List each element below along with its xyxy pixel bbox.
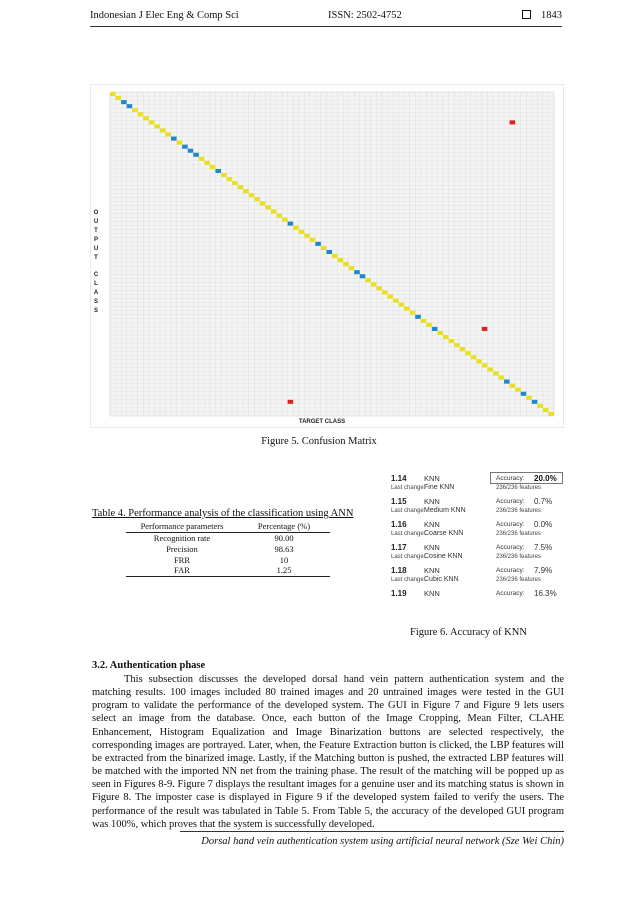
diagonal-cell	[299, 230, 305, 234]
diagonal-cell	[476, 359, 482, 363]
diagonal-cell	[282, 218, 288, 222]
diagonal-cell	[426, 323, 432, 327]
page-number: 1843	[541, 10, 562, 21]
diagonal-cell	[532, 400, 538, 404]
diagonal-cell	[548, 412, 554, 416]
table-row	[126, 544, 330, 555]
figure5-caption: Figure 5. Confusion Matrix	[261, 436, 377, 447]
accuracy-label: Accuracy:	[496, 498, 525, 505]
model-row-1-16[interactable]	[388, 518, 565, 540]
diagonal-cell	[215, 169, 221, 173]
model-id: 1.15	[391, 497, 407, 506]
diagonal-cell	[471, 355, 477, 359]
diagonal-cell	[149, 120, 155, 124]
diagonal-cell	[415, 315, 421, 319]
last-change-label: Last change:	[391, 531, 426, 537]
confusion-matrix-figure	[90, 84, 564, 428]
diagonal-cell	[487, 367, 493, 371]
accuracy-label: Accuracy:	[496, 590, 525, 597]
last-change-label: Last change:	[391, 554, 426, 560]
output-class-letter: U	[93, 219, 99, 225]
model-row-1-17[interactable]	[388, 541, 565, 563]
diagonal-cell	[404, 307, 410, 311]
diagonal-cell	[388, 295, 394, 299]
output-class-letter: S	[93, 308, 99, 314]
diagonal-cell	[443, 335, 449, 339]
model-id: 1.14	[391, 474, 407, 483]
model-row-1-14[interactable]	[388, 472, 565, 494]
error-cell	[288, 400, 294, 404]
diagonal-cell	[182, 145, 188, 149]
diagonal-cell	[371, 282, 377, 286]
output-class-letter: P	[93, 237, 99, 243]
model-name: KNN	[424, 520, 440, 529]
diagonal-cell	[465, 351, 471, 355]
diagonal-cell	[432, 327, 438, 331]
diagonal-cell	[537, 404, 543, 408]
model-row-1-19[interactable]	[388, 587, 565, 609]
diagonal-cell	[304, 234, 310, 238]
diagonal-cell	[271, 209, 277, 213]
diagonal-cell	[399, 303, 405, 307]
model-name: KNN	[424, 589, 440, 598]
output-class-letter: U	[93, 246, 99, 252]
error-cell	[510, 120, 516, 124]
accuracy-value: 7.5%	[534, 543, 553, 552]
last-change-label: Last change:	[391, 485, 426, 491]
model-name: KNN	[424, 474, 440, 483]
last-change-value: Cosine KNN	[424, 553, 463, 560]
diagonal-cell	[166, 133, 172, 137]
table-row	[126, 533, 330, 544]
diagonal-cell	[293, 226, 299, 230]
output-class-letter: T	[94, 255, 98, 261]
diagonal-cell	[260, 201, 266, 205]
diagonal-cell	[132, 108, 138, 112]
table-header: Percentage (%)	[238, 521, 330, 533]
diagonal-cell	[238, 185, 244, 189]
features-count: 236/236 features	[496, 485, 542, 491]
diagonal-cell	[349, 266, 355, 270]
last-change-label: Last change:	[391, 508, 426, 514]
diagonal-cell	[160, 128, 166, 132]
model-name: KNN	[424, 543, 440, 552]
performance-table	[126, 521, 330, 577]
last-change-value: Fine KNN	[424, 484, 455, 491]
diagonal-cell	[171, 137, 177, 141]
diagonal-cell	[221, 173, 227, 177]
diagonal-cell	[127, 104, 133, 108]
diagonal-cell	[154, 124, 160, 128]
diagonal-cell	[460, 347, 466, 351]
diagonal-cell	[360, 274, 366, 278]
diagonal-cell	[454, 343, 460, 347]
features-count: 236/236 features	[496, 554, 542, 560]
diagonal-cell	[504, 380, 510, 384]
table-row	[126, 555, 330, 566]
table-cell: Precision	[166, 543, 198, 554]
page-footer: Dorsal hand vein authentication system using artificial neural network (Sze Wei Chin)	[180, 831, 564, 847]
table-cell: Recognition rate	[153, 533, 211, 543]
model-id: 1.16	[391, 520, 407, 529]
diagonal-cell	[249, 193, 255, 197]
diagonal-cell	[543, 408, 549, 412]
features-count: 236/236 features	[496, 508, 542, 514]
diagonal-cell	[332, 254, 338, 258]
accuracy-label: Accuracy:	[496, 521, 525, 528]
diagonal-cell	[338, 258, 344, 262]
diagonal-cell	[116, 96, 122, 100]
diagonal-cell	[521, 392, 527, 396]
section-title: 3.2. Authentication phase	[92, 660, 206, 671]
diagonal-cell	[393, 299, 399, 303]
checkbox-icon	[522, 10, 531, 19]
diagonal-cell	[382, 290, 388, 294]
table-cell: 90.00	[274, 533, 294, 543]
diagonal-cell	[143, 116, 149, 120]
output-class-letter: A	[93, 290, 99, 296]
features-count: 236/236 features	[496, 531, 542, 537]
diagonal-cell	[421, 319, 427, 323]
issn: ISSN: 2502-4752	[328, 10, 402, 21]
diagonal-cell	[277, 214, 283, 218]
output-class-letter: O	[93, 210, 99, 216]
diagonal-cell	[199, 157, 205, 161]
diagonal-cell	[493, 371, 499, 375]
error-cell	[482, 327, 488, 331]
table-row	[126, 565, 330, 576]
accuracy-label: Accuracy:	[496, 475, 525, 482]
diagonal-cell	[227, 177, 233, 181]
page-header	[90, 6, 562, 27]
model-row-1-18[interactable]	[388, 564, 565, 586]
diagonal-cell	[326, 250, 332, 254]
table-cell: FRR	[173, 554, 191, 565]
page-number-wrap	[522, 10, 562, 21]
diagonal-cell	[210, 165, 216, 169]
table-header: Performance parameters	[126, 521, 238, 533]
diagonal-cell	[410, 311, 416, 315]
target-class-label: TARGET CLASS	[298, 419, 346, 425]
table-header-row	[126, 521, 330, 533]
section-paragraph: This subsection discusses the developed dorsal hand vein pattern authentication system and the matching results. 100 images included 80 trained images and 20 untrained images were tested in the GUI program to validate the performance of the developed system. The GUI in Figure 7 and Figure 9 lets users select an image from the database. Once, each button of the Image Cropping, Mean Filter, CLAHE Enhancement, Histogram Equalization and Image Binarization buttons are selected respectively, the corresponding images are portrayed. Later, when, the Feature Extraction button is clicked, the LBP features will be extracted from the binarized image. Lastly, if the Matching button is pushed, the extracted LBP features will be matched with the imported NN net from the training phase. The result of the matching will be popped up as seen in Figures 8-9. Figure 7 displays the resultant images for a genuine user and its matching status is shown in Figure 8. The imposter case is displayed in Figure 9 if the developed system failed to verify the users. The performance of the result was tabulated in Table 5. From Table 5, the accuracy of the developed GUI program was 100%, which proves that the system is successfully developed.	[92, 674, 564, 830]
figure6-caption: Figure 6. Accuracy of KNN	[410, 627, 527, 638]
diagonal-cell	[204, 161, 210, 165]
model-id: 1.19	[391, 589, 407, 598]
diagonal-cell	[138, 112, 144, 116]
diagonal-cell	[265, 205, 271, 209]
confusion-matrix-grid	[110, 92, 554, 416]
table-cell: 1.25	[238, 565, 330, 576]
accuracy-value: 7.9%	[534, 566, 553, 575]
accuracy-label: Accuracy:	[496, 567, 525, 574]
model-row-1-15[interactable]	[388, 495, 565, 517]
diagonal-cell	[254, 197, 260, 201]
diagonal-cell	[243, 189, 249, 193]
last-change-value: Coarse KNN	[424, 530, 464, 537]
diagonal-cell	[365, 278, 371, 282]
accuracy-value: 20.0%	[534, 474, 557, 483]
journal-name: Indonesian J Elec Eng & Comp Sci	[90, 10, 239, 21]
accuracy-value: 16.3%	[534, 589, 557, 598]
accuracy-value: 0.7%	[534, 497, 553, 506]
diagonal-cell	[437, 331, 443, 335]
diagonal-cell	[188, 149, 194, 153]
table-cell: FAR	[126, 565, 238, 576]
output-class-letter: T	[94, 228, 98, 234]
diagonal-cell	[376, 286, 382, 290]
model-name: KNN	[424, 497, 440, 506]
output-class-letter: L	[94, 281, 98, 287]
diagonal-cell	[449, 339, 455, 343]
diagonal-cell	[343, 262, 349, 266]
diagonal-cell	[526, 396, 532, 400]
diagonal-cell	[193, 153, 199, 157]
table-cell: 98.63	[274, 543, 294, 554]
diagonal-cell	[121, 100, 127, 104]
diagonal-cell	[232, 181, 238, 185]
output-class-letter: C	[93, 272, 99, 278]
diagonal-cell	[482, 363, 488, 367]
features-count: 236/236 features	[496, 577, 542, 583]
last-change-value: Medium KNN	[424, 507, 466, 514]
last-change-value: Cubic KNN	[424, 576, 459, 583]
accuracy-value: 0.0%	[534, 520, 553, 529]
diagonal-cell	[515, 388, 521, 392]
model-name: KNN	[424, 566, 440, 575]
diagonal-cell	[288, 222, 294, 226]
diagonal-cell	[510, 384, 516, 388]
accuracy-label: Accuracy:	[496, 544, 525, 551]
knn-accuracy-panel	[388, 472, 565, 612]
diagonal-cell	[354, 270, 360, 274]
diagonal-cell	[315, 242, 321, 246]
diagonal-cell	[177, 141, 183, 145]
diagonal-cell	[310, 238, 316, 242]
last-change-label: Last change:	[391, 577, 426, 583]
table-cell: 10	[279, 554, 289, 565]
model-id: 1.18	[391, 566, 407, 575]
output-class-letter: S	[93, 299, 99, 305]
diagonal-cell	[110, 92, 116, 96]
table4-caption: Table 4. Performance analysis of the classification using ANN	[92, 508, 354, 519]
diagonal-cell	[321, 246, 327, 250]
section-body	[92, 673, 564, 831]
model-id: 1.17	[391, 543, 407, 552]
diagonal-cell	[499, 376, 505, 380]
